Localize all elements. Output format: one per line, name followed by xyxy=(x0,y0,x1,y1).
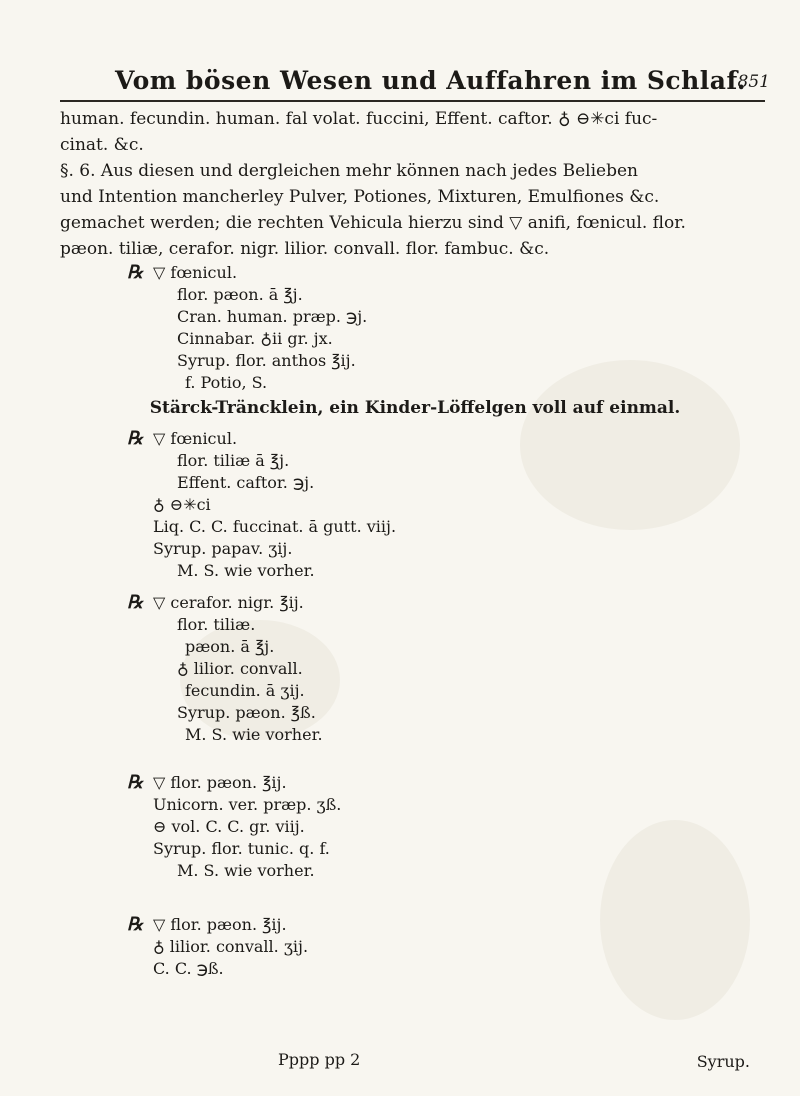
prescription-4 xyxy=(127,772,687,882)
prescription-1 xyxy=(127,262,687,394)
catchword: Syrup. xyxy=(696,1052,750,1071)
ingredient: ▽ fœnicul. xyxy=(153,263,238,282)
ingredient: Syrup. pæon. ℥ß. xyxy=(177,703,316,722)
ingredient: flor. pæon. ā ℥j. xyxy=(177,285,303,304)
ingredient: Effent. caftor. ℈j. xyxy=(177,473,315,492)
running-head xyxy=(0,66,800,102)
ingredient: Syrup. flor. anthos ℥ij. xyxy=(177,351,356,370)
recipe-sign: ℞ xyxy=(127,262,144,283)
ingredient: pæon. ā ℥j. xyxy=(185,637,275,656)
page-number: 851 xyxy=(737,72,770,92)
ingredient: M. S. wie vorher. xyxy=(177,861,315,880)
header-rule xyxy=(60,100,765,102)
text-line: human. fecundin. human. fal volat. fuccini, Effent. caftor. ♁ ⊖✳ci fuc- xyxy=(60,109,658,129)
ingredient: flor. tiliæ ā ℥j. xyxy=(177,451,290,470)
ingredient: ♁ ⊖✳ci xyxy=(153,495,211,514)
ingredient: Syrup. flor. tunic. q. f. xyxy=(153,839,330,858)
body-text xyxy=(60,106,770,262)
ingredient: Cinnabar. ♁ii gr. jx. xyxy=(177,329,333,348)
ingredient: flor. tiliæ. xyxy=(177,615,256,634)
text-line: gemachet werden; die rechten Vehicula hierzu sind ▽ anifi, fœnicul. flor. xyxy=(60,213,686,233)
ingredient: ♁ lilior. convall. xyxy=(177,659,303,678)
prescription-5 xyxy=(127,914,687,980)
ingredient: ▽ fœnicul. xyxy=(153,429,238,448)
ingredient: Syrup. papav. ʒij. xyxy=(153,539,293,558)
ingredient: fecundin. ā ʒij. xyxy=(185,681,305,700)
text-line: cinat. &c. xyxy=(60,135,144,155)
section-6-paragraph xyxy=(60,158,770,262)
recipe-sign: ℞ xyxy=(127,914,144,935)
intro-paragraph xyxy=(60,106,770,158)
recipe-sign: ℞ xyxy=(127,772,144,793)
text-line: und Intention mancherley Pulver, Potiones, Mixturen, Emulfiones &c. xyxy=(60,187,660,207)
ingredient: M. S. wie vorher. xyxy=(185,725,323,744)
ingredient: ▽ cerafor. nigr. ℥ij. xyxy=(153,593,304,612)
ingredient: Unicorn. ver. præp. ʒß. xyxy=(153,795,342,814)
prescription-2 xyxy=(127,428,687,582)
page-title: Vom bösen Wesen und Auffahren im Schlaf. xyxy=(115,66,747,95)
ingredient: C. C. ℈ß. xyxy=(153,959,224,978)
ingredient: M. S. wie vorher. xyxy=(177,561,315,580)
ingredient: ⊖ vol. C. C. gr. viij. xyxy=(153,817,305,836)
prescription-3 xyxy=(127,592,687,746)
ingredient: Liq. C. C. fuccinat. ā gutt. viij. xyxy=(153,517,397,536)
text-line: pæon. tiliæ, cerafor. nigr. lilior. convall. flor. fambuc. &c. xyxy=(60,239,550,259)
recipe-sign: ℞ xyxy=(127,428,144,449)
section-heading: Stärck-Träncklein, ein Kinder-Löffelgen voll auf einmal. xyxy=(149,398,681,418)
ingredient: Cran. human. præp. ℈j. xyxy=(177,307,368,326)
ingredient: ♁ lilior. convall. ʒij. xyxy=(153,937,309,956)
text-line: §. 6. Aus diesen und dergleichen mehr können nach jedes Belieben xyxy=(60,161,638,181)
ingredient: f. Potio, S. xyxy=(185,373,268,392)
recipe-sign: ℞ xyxy=(127,592,144,613)
ingredient: ▽ flor. pæon. ℥ij. xyxy=(153,915,287,934)
ingredient: ▽ flor. pæon. ℥ij. xyxy=(153,773,287,792)
signature-mark: Pppp pp 2 xyxy=(278,1050,361,1069)
